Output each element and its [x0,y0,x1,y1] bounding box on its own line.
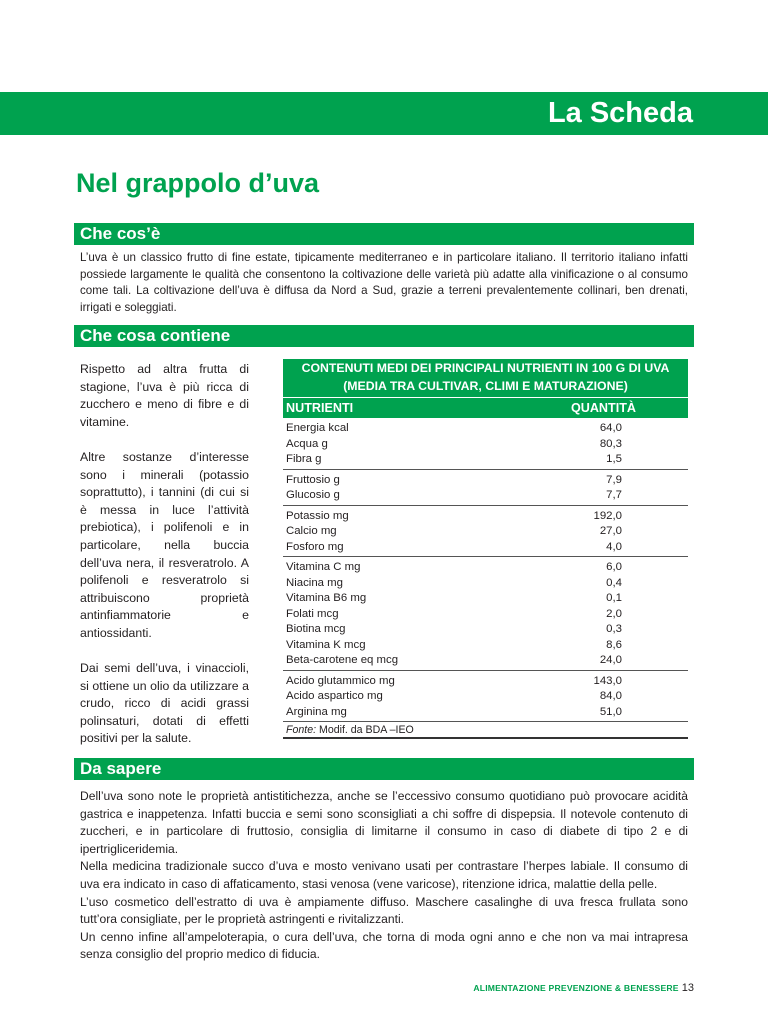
table-row [283,560,688,576]
table-row [283,421,688,437]
nutrient-quantity: 84,0 [599,690,622,702]
table-row [283,540,688,556]
table-row [283,638,688,654]
table-row [283,591,688,607]
know-paragraph: Un cenno infine all’ampeloterapia, o cura dell’uva, che torna di moda ogni anno e che non va mai intrapresa senza consiglio del proprio medico di fiducia. [80,929,688,962]
table-row [283,437,688,453]
nutrient-quantity: 24,0 [599,654,622,666]
table-row [283,576,688,592]
table-row [283,524,688,540]
table-title: CONTENUTI MEDI DEI PRINCIPALI NUTRIENTI IN 100 G DI UVA (MEDIA TRA CULTIVAR, CLIMI E MATURAZIONE) [283,359,688,397]
nutrient-name: Acido aspartico mg [286,690,383,702]
nutrient-name: Vitamina C mg [286,561,361,573]
know-paragraph: Nella medicina tradizionale succo d’uva e mosto venivano usati per contrastare l’herpes labiale. Il consumo di uva era indicato in caso di affaticamento, stasi venosa (vene varicose), ritenzione idrica, malattie della pelle. [80,859,688,891]
know-paragraph: L’uso cosmetico dell’estratto di uva è ampiamente diffuso. Maschere casalinghe di uva fresca frullata sono tutt’ora consigliate, per le proprietà astringenti e rivitalizzanti. [80,894,688,927]
nutrient-quantity: 143,0 [593,674,622,687]
nutrient-table [283,359,688,739]
section-header-contains: Che cosa contiene [74,325,694,347]
column-header-quantity: QUANTITÀ [570,401,636,415]
page-footer [473,982,694,994]
table-row [283,452,688,468]
nutrient-quantity: 0,1 [606,592,622,604]
page-number: 13 [681,982,694,994]
know-paragraph: Dell’uva sono note le proprietà antistitichezza, anche se l’eccessivo consumo quotidiano può provocare acidità gastrica e inappetenza. Infatti buccia e semi sono sconsigliati a chi soffre di dispepsia. Il notevole contenuto di zuccheri, e in particolare di fruttosio, consiglia di limitarne il consumo in caso di diabete di tipo 2 e di ipertrigliceridemia. [80,789,688,856]
table-group [283,470,688,506]
nutrient-name: Biotina mcg [286,623,346,635]
contains-paragraph: Dai semi dell’uva, i vinaccioli, si ottiene un olio da utilizzare a crudo, ricco di acidi grassi polinsaturi, dotati di effetti positivi per la salute. [80,661,249,746]
nutrient-name: Fosforo mg [286,540,344,553]
table-row [283,509,688,525]
column-header-nutrient: NUTRIENTI [286,401,354,415]
footer-label: ALIMENTAZIONE PREVENZIONE & BENESSERE [473,983,679,993]
nutrient-name: Acqua g [286,437,328,450]
nutrient-quantity: 51,0 [599,705,622,718]
table-source [283,722,688,739]
nutrient-quantity: 8,6 [606,638,622,651]
nutrient-name: Niacina mg [286,576,343,589]
section-know-text [80,788,688,964]
nutrient-name: Beta-carotene eq mcg [286,654,399,666]
table-column-headers [283,397,688,418]
contains-text-column [80,361,249,766]
contains-paragraph: Rispetto ad altra frutta di stagione, l’uva è più ricca di zucchero e meno di fibre e di vitamine. [80,362,249,429]
header-banner [0,92,768,135]
nutrient-quantity: 0,3 [606,623,622,635]
nutrient-quantity: 4,0 [606,540,622,553]
nutrient-name: Arginina mg [286,705,347,718]
table-row [283,473,688,489]
table-row [283,674,688,690]
table-group [283,557,688,671]
table-group [283,671,688,723]
banner-title: La Scheda [547,97,693,129]
nutrient-quantity: 192,0 [593,509,622,522]
table-row [283,705,688,721]
table-row [283,607,688,623]
nutrient-quantity: 6,0 [606,561,622,573]
table-group [283,418,688,470]
nutrient-quantity: 80,3 [599,437,622,450]
nutrient-name: Glucosio g [286,489,340,501]
nutrient-quantity: 1,5 [606,453,622,465]
nutrient-quantity: 27,0 [599,525,622,537]
nutrient-quantity: 2,0 [606,607,622,620]
nutrient-name: Folati mcg [286,607,339,620]
nutrient-name: Vitamina K mcg [286,638,366,651]
section-header-know: Da sapere [74,758,694,780]
source-label: Fonte: [286,724,317,736]
section-header-what: Che cos’è [74,223,694,245]
nutrient-name: Acido glutammico mg [286,674,395,687]
contains-paragraph: Altre sostanze d’interesse sono i minerali (potassio soprattutto), i tannini (di cui si è messa in luce l’attività prebiotica), i polifenoli e in particolare, nella buccia dell’uva nera, il resveratrolo. A polifenoli e resveratrolo si attribuiscono proprietà antinfiammatorie e antiossidanti. [80,449,249,640]
nutrient-name: Calcio mg [286,525,337,537]
nutrient-quantity: 0,4 [606,576,622,589]
table-row [283,653,688,669]
table-row [283,622,688,638]
table-group [283,506,688,558]
nutrient-quantity: 7,9 [606,473,622,486]
nutrient-name: Fruttosio g [286,473,340,486]
table-body [283,418,688,722]
table-row [283,689,688,705]
source-text: Modif. da BDA –IEO [319,724,414,736]
section-what-text: L’uva è un classico frutto di fine estate, tipicamente mediterraneo e in particolare italiano. Il territorio italiano infatti possiede largamente le qualità che consentono la coltivazione delle varietà più adatte alla vinificazione o al consumo come tali. La coltivazione dell’uva è diffusa da Nord a Sud, grazie a terreni prevalentemente collinari, ben drenati, irrigati e soleggiati. [80,251,688,314]
nutrient-quantity: 7,7 [606,489,622,501]
nutrient-quantity: 64,0 [599,422,622,434]
nutrient-name: Energia kcal [286,422,349,434]
nutrient-name: Vitamina B6 mg [286,592,367,604]
nutrient-name: Fibra g [286,453,322,465]
nutrient-name: Potassio mg [286,509,349,522]
page-title: Nel grappolo d’uva [76,168,320,198]
table-row [283,488,688,504]
